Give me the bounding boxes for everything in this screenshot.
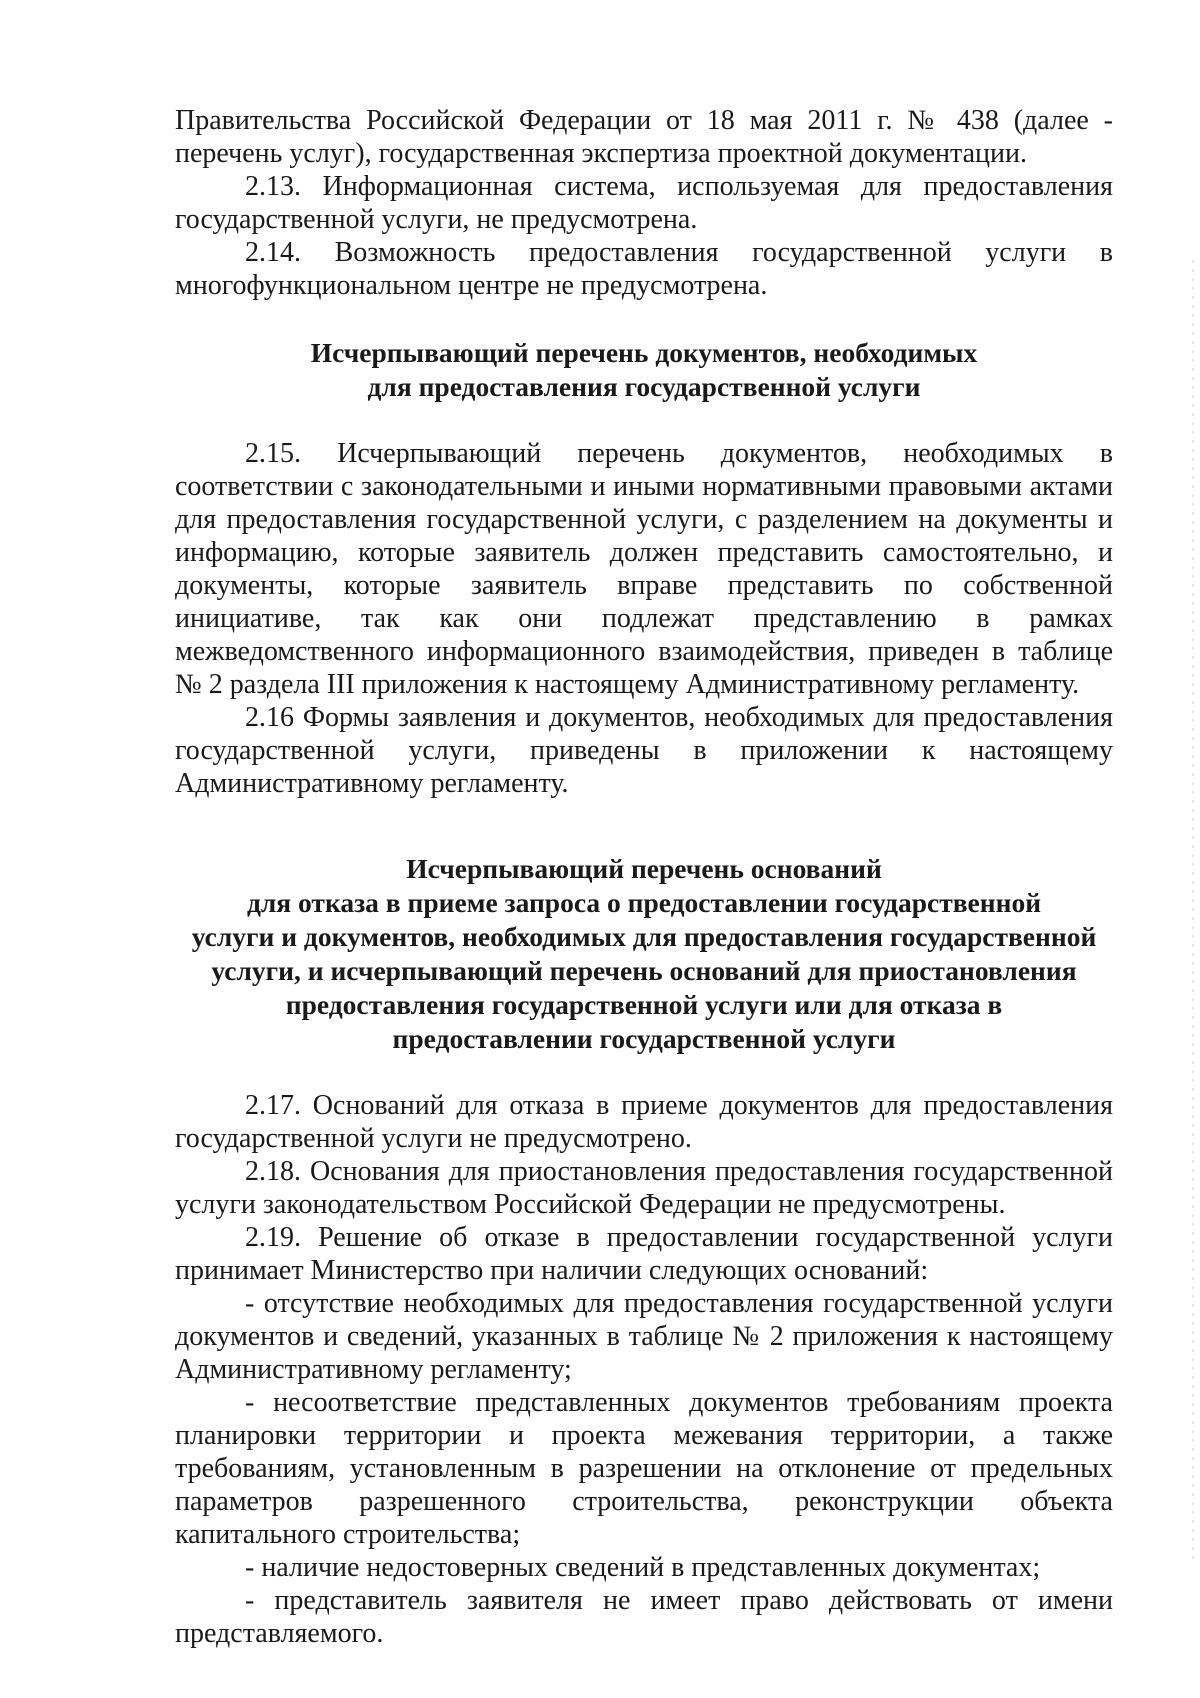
heading-line: Исчерпывающий перечень оснований [406,853,882,884]
paragraph-2-17: 2.17. Оснований для отказа в приеме документов для предоставления государственной услуги не предусмотрено. [175,1090,1113,1154]
section-heading-documents [175,336,1113,404]
document-page [175,104,1113,1650]
refusal-ground-item: - отсутствие необходимых для предоставления государственной услуги документов и сведений, указанных в таблице № 2 приложения к настоящему Административному регламенту; [175,1288,1113,1385]
refusal-ground-item: - представитель заявителя не имеет право действовать от имени представляемого. [175,1585,1113,1649]
paragraph-2-12-continuation: Правительства Российской Федерации от 18 мая 2011 г. № 438 (далее - перечень услуг), государственная экспертиза проектной документации. [175,105,1113,169]
refusal-ground-item: - наличие недостоверных сведений в представленных документах; [245,1552,1041,1583]
heading-line: предоставления государственной услуги или для отказа в [285,989,1003,1020]
paragraph-2-13: 2.13. Информационная система, используемая для предоставления государственной услуги, не предусмотрена. [175,171,1113,235]
heading-line: услуги и документов, необходимых для предоставления государственной [191,921,1097,952]
heading-line: Исчерпывающий перечень документов, необходимых [310,337,978,368]
paragraph-2-16: 2.16 Формы заявления и документов, необходимых для предоставления государственной услуги, приведены в приложении к настоящему Административному регламенту. [175,702,1113,799]
section-heading-refusal-grounds [175,852,1113,1056]
paragraph-2-19: 2.19. Решение об отказе в предоставлении государственной услуги принимает Министерство при наличии следующих оснований: [175,1222,1113,1286]
paragraph-2-14: 2.14. Возможность предоставления государственной услуги в многофункциональном центре не предусмотрена. [175,237,1113,301]
heading-line: для предоставления государственной услуги [367,371,921,402]
paragraph-2-18: 2.18. Основания для приостановления предоставления государственной услуги законодательством Российской Федерации не предусмотрены. [175,1156,1113,1220]
heading-line: предоставлении государственной услуги [392,1023,896,1054]
heading-line: услуги, и исчерпывающий перечень оснований для приостановления [211,955,1077,986]
refusal-ground-item: - несоответствие представленных документов требованиям проекта планировки территории и проекта межевания территории, а также требованиям, установленным в разрешении на отклонение от предельных параметров разрешенного строительства, реконструкции объекта капитального строительства; [175,1387,1113,1550]
heading-line: для отказа в приеме запроса о предоставлении государственной [246,887,1042,918]
paragraph-2-15: 2.15. Исчерпывающий перечень документов, необходимых в соответствии с законодательными и иными нормативными правовыми актами для предоставления государственной услуги, с разделением на документы и информацию, которые заявитель должен представить самостоятельно, и документы, которые заявитель вправе представить по собственной инициативе, так как они подлежат представлению в рамках межведомственного информационного взаимодействия, приведен в таблице № 2 раздела III приложения к настоящему Административному регламенту. [175,438,1113,700]
scan-edge-artifact [1192,260,1194,1560]
